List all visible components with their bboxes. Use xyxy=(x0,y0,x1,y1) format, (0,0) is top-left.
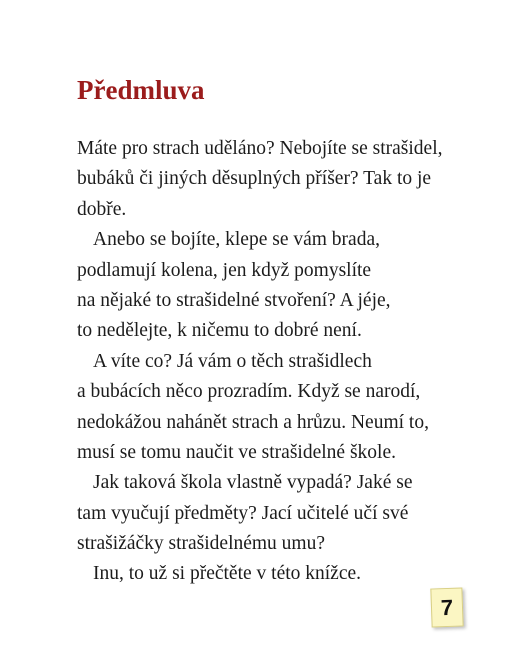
text-line: strašižáčky strašidelnému umu? xyxy=(77,533,326,555)
text-line: A víte co? Já vám o těch strašidlech xyxy=(93,350,372,372)
text-line: Jak taková škola vlastně vypadá? Jaké se xyxy=(93,472,413,494)
chapter-title: Předmluva xyxy=(77,75,205,105)
text-line: to nedělejte, k ničemu to dobré není. xyxy=(77,320,362,342)
text-line: tam vyučují předměty? Jací učitelé učí své xyxy=(77,502,409,524)
text-line: a bubácích něco prozradím. Když se narodí, xyxy=(77,381,421,403)
text-line: Máte pro strach uděláno? Nebojíte se strašidel, xyxy=(77,138,443,159)
page-number-badge xyxy=(430,587,463,627)
text-line: nedokážou nahánět strach a hrůzu. Neumí to, xyxy=(77,411,429,433)
text-line: dobře. xyxy=(77,198,127,220)
text-line: musí se tomu naučit ve strašidelné škole. xyxy=(77,441,396,463)
text-line: na nějaké to strašidelné stvoření? A jéje, xyxy=(77,289,391,311)
text-line: podlamují kolena, jen když pomyslíte xyxy=(77,259,372,281)
text-line: Anebo se bojíte, klepe se vám brada, xyxy=(93,229,380,251)
body-text xyxy=(77,134,477,590)
text-line: Inu, to už si přečtěte v této knížce. xyxy=(93,563,362,585)
text-line: bubáků či jiných děsuplných příšer? Tak to je xyxy=(77,168,432,190)
page-number: 7 xyxy=(440,594,454,620)
